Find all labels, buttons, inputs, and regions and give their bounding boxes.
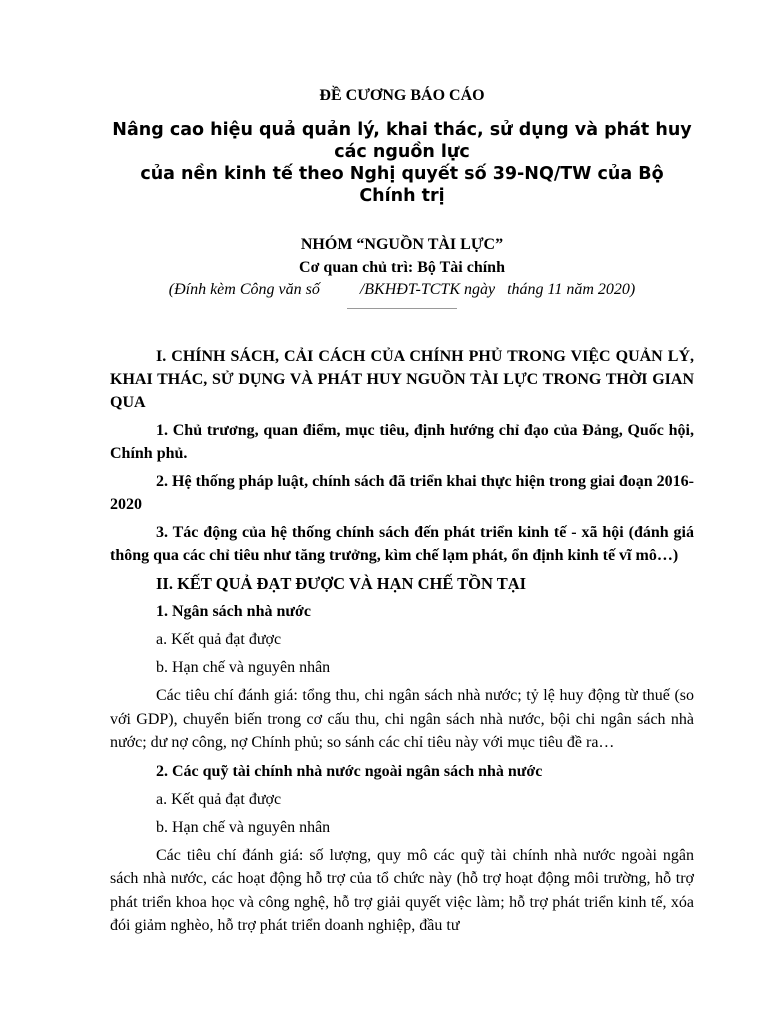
- title-line-2: của nền kinh tế theo Nghị quyết số 39-NQ/TW của Bộ Chính trị: [140, 164, 664, 206]
- divider-line: [347, 308, 457, 309]
- section-2-item-2-b: b. Hạn chế và nguyên nhân: [156, 818, 331, 836]
- section-1-item-1: 1. Chủ trương, quan điểm, mục tiêu, định hướng chỉ đạo của Đảng, Quốc hội, Chính phủ.: [110, 422, 694, 462]
- section-2-item-2-criteria: Các tiêu chí đánh giá: số lượng, quy mô các quỹ tài chính nhà nước ngoài ngân sách nhà nước, các hoạt động hỗ trợ của tổ chức này (hỗ trợ hoạt động môi trường, hỗ trợ phát triển khoa học và công nghệ, hỗ trợ giải quyết việc làm; hỗ trợ phát triển kinh tế, xóa đói giảm nghèo, hỗ trợ phát triển doanh nghiệp, đầu tư: [110, 846, 694, 934]
- document-type-heading: ĐỀ CƯƠNG BÁO CÁO: [319, 87, 485, 104]
- section-2-item-1-criteria: Các tiêu chí đánh giá: tổng thu, chi ngân sách nhà nước; tỷ lệ huy động từ thuế (so với GDP), chuyển biến trong cơ cấu thu, chi ngân sách nhà nước, bội chi ngân sách nhà nước; dư nợ công, nợ Chính phủ; so sánh các chỉ tiêu này với mục tiêu đề ra…: [110, 687, 694, 751]
- document-body: [110, 345, 694, 943]
- document-title: [110, 119, 694, 207]
- section-2-item-2: 2. Các quỹ tài chính nhà nước ngoài ngân sách nhà nước: [156, 762, 543, 780]
- section-2-item-1-a: a. Kết quả đạt được: [156, 631, 282, 648]
- section-1-item-2: 2. Hệ thống pháp luật, chính sách đã triển khai thực hiện trong giai đoạn 2016-2020: [110, 473, 694, 513]
- section-2-heading: II. KẾT QUẢ ĐẠT ĐƯỢC VÀ HẠN CHẾ TỒN TẠI: [156, 574, 527, 593]
- host-agency: Cơ quan chủ trì: Bộ Tài chính: [299, 259, 505, 276]
- section-2-item-1: 1. Ngân sách nhà nước: [156, 603, 311, 620]
- section-1-item-3: 3. Tác động của hệ thống chính sách đến phát triển kinh tế - xã hội (đánh giá thông qua các chỉ tiêu như tăng trưởng, kìm chế lạm phát, ổn định kinh tế vĩ mô…): [110, 524, 694, 564]
- section-2-item-2-a: a. Kết quả đạt được: [156, 790, 282, 808]
- section-1-heading: I. CHÍNH SÁCH, CẢI CÁCH CỦA CHÍNH PHỦ TRONG VIỆC QUẢN LÝ, KHAI THÁC, SỬ DỤNG VÀ PHÁT HUY NGUỒN TÀI LỰC TRONG THỜI GIAN QUA: [110, 348, 694, 411]
- attachment-note: (Đính kèm Công văn số /BKHĐT-TCTK ngày tháng 11 năm 2020): [168, 281, 636, 298]
- section-2-item-1-b: b. Hạn chế và nguyên nhân: [156, 659, 331, 676]
- group-name: NHÓM “NGUỒN TÀI LỰC”: [300, 236, 504, 253]
- title-line-1: Nâng cao hiệu quả quản lý, khai thác, sử dụng và phát huy các nguồn lực: [112, 120, 692, 162]
- group-info: [110, 234, 694, 309]
